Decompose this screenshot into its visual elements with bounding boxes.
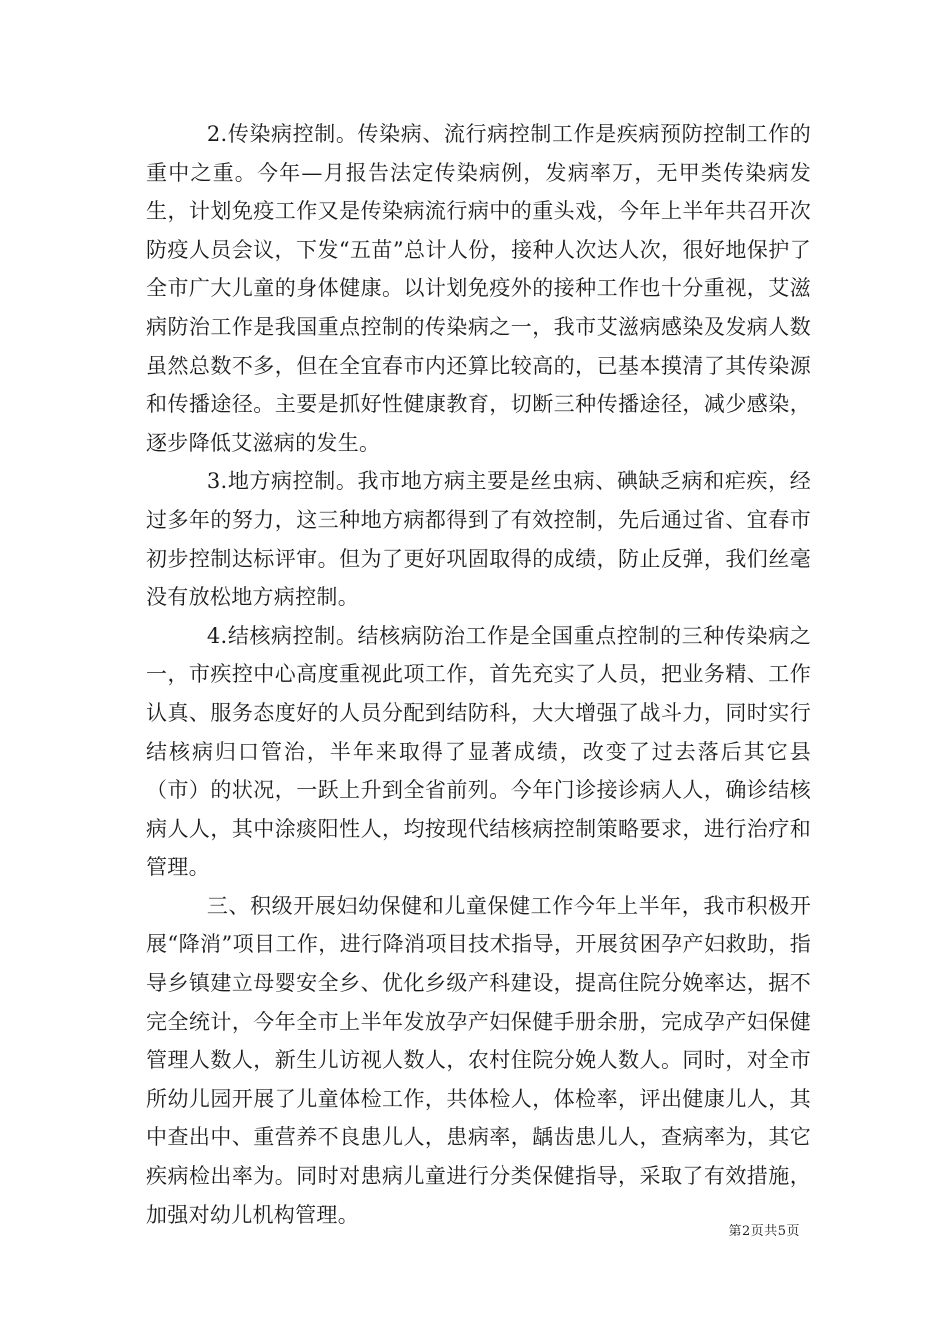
paragraph-maternal-child-health: 三、积级开展妇幼保健和儿童保健工作今年上半年，我市积极开展“降消”项目工作，进行降消项目技术指导，开展贫困孕产妇救助，指导乡镇建立母婴安全乡、优化乡级产科建设，提高住院分娩率达，据不完全统计，今年全市上半年发放孕产妇保健手册余册，完成孕产妇保健管理人数人，新生儿访视人数人，农村住院分娩人数人。同时，对全市所幼儿园开展了儿童体检工作，共体检人，体检率，评出健康儿人，其中查出中、重营养不良患儿人，患病率，龋齿患儿人，查病率为，其它疾病检出率为。同时对患病儿童进行分类保健指导，采取了有效措施，加强对幼儿机构管理。 (146, 893, 811, 1227)
document-body (146, 115, 811, 1234)
paragraph-endemic-disease-control: 3.地方病控制。我市地方病主要是丝虫病、碘缺乏病和疟疾，经过多年的努力，这三种地方病都得到了有效控制，先后通过省、宜春市初步控制达标评审。但为了更好巩固取得的成绩，防止反弹，我们丝毫没有放松地方病控制。 (146, 469, 811, 610)
page-number-footer: 第2页共5页 (728, 1224, 800, 1239)
paragraph-infectious-disease-control: 2.传染病控制。传染病、流行病控制工作是疾病预防控制工作的重中之重。今年—月报告法定传染病例，发病率万，无甲类传染病发生，计划免疫工作又是传染病流行病中的重头戏，今年上半年共召开次防疫人员会议，下发“五苗”总计人份，接种人次达人次，很好地保护了全市广大儿童的身体健康。以计划免疫外的接种工作也十分重视，艾滋病防治工作是我国重点控制的传染病之一，我市艾滋病感染及发病人数虽然总数不多，但在全宜春市内还算比较高的，已基本摸清了其传染源和传播途径。主要是抓好性健康教育，切断三种传播途径，减少感染，逐步降低艾滋病的发生。 (146, 122, 811, 455)
paragraph-tuberculosis-control: 4.结核病控制。结核病防治工作是全国重点控制的三种传染病之一，市疾控中心高度重视此项工作，首先充实了人员，把业务精、工作认真、服务态度好的人员分配到结防科，大大增强了战斗力，同时实行结核病归口管治，半年来取得了显著成绩，改变了过去落后其它县（市）的状况，一跃上升到全省前列。今年门诊接诊病人人，确诊结核病人人，其中涂痰阳性人，均按现代结核病控制策略要求，进行治疗和管理。 (146, 623, 811, 880)
